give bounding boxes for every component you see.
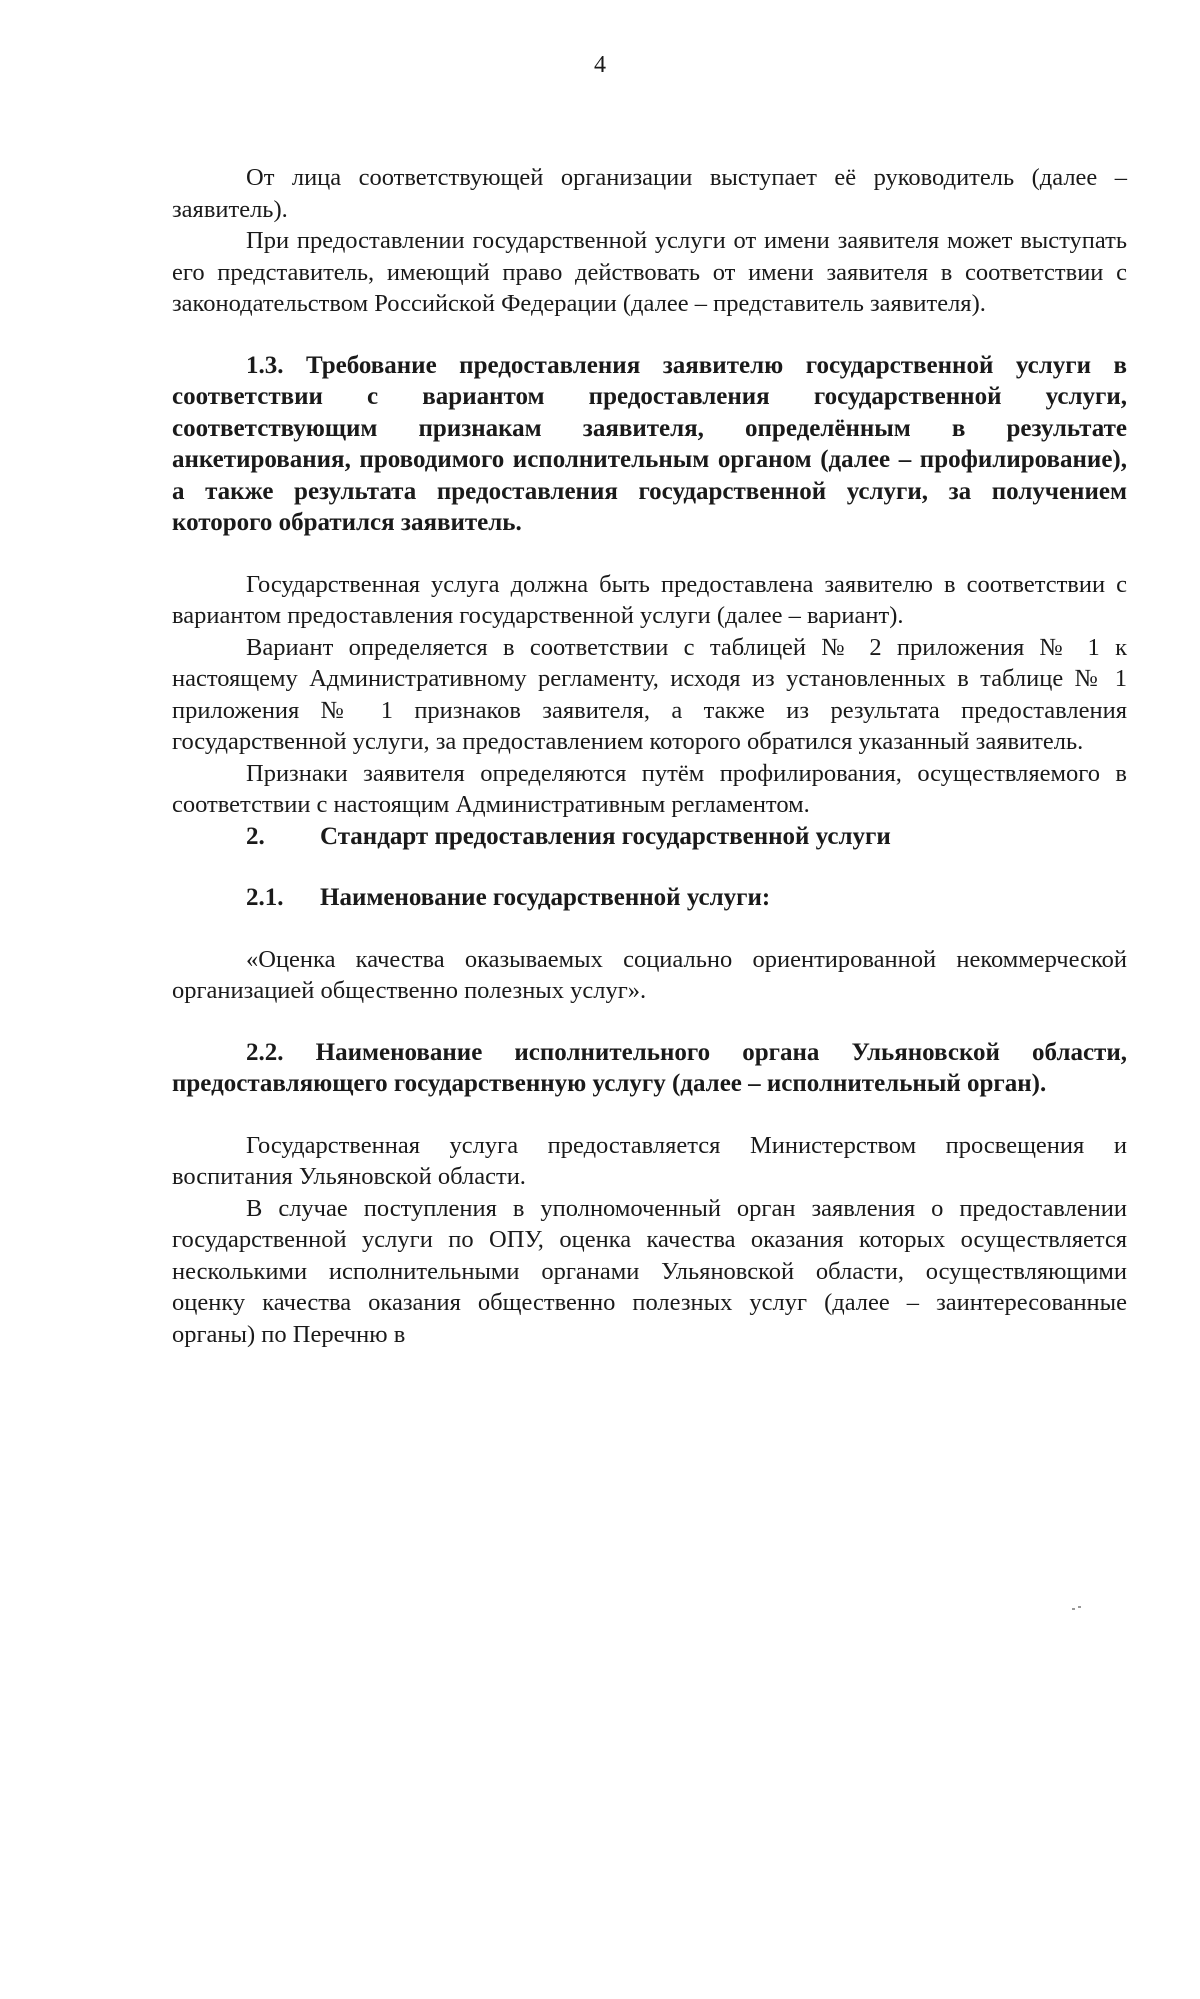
paragraph-applicant-head: От лица соответствующей организации выступает её руководитель (далее – заявитель).	[172, 164, 1127, 223]
paragraph-service-name: «Оценка качества оказываемых социально ориентированной некоммерческой организацией общественно полезных услуг».	[172, 945, 1127, 1004]
paragraph-service-variant: Государственная услуга должна быть предоставлена заявителю в соответствии с вариантом предоставления государственной услуги (далее – вариант).	[172, 570, 1127, 629]
spacer	[172, 1100, 1127, 1130]
document-body	[172, 162, 1127, 1350]
section-2-1-heading	[172, 882, 1127, 914]
section-2-2-heading: 2.2. Наименование исполнительного органа Ульяновской области, предоставляющего государственную услугу (далее – исполнительный орган).	[172, 1038, 1127, 1097]
paragraph-variant-definition: Вариант определяется в соответствии с таблицей № 2 приложения № 1 к настоящему Административному регламенту, исходя из установленных в таблице № 1 приложения № 1 признаков заявителя, а также из результата предоставления государственной услуги, за предоставлением которого обратился указанный заявитель.	[172, 633, 1127, 755]
section-2-heading	[172, 821, 1127, 853]
scan-speck	[1072, 1608, 1075, 1610]
paragraph-multiple-authorities: В случае поступления в уполномоченный орган заявления о предоставлении государственной услуги по ОПУ, оценка качества оказания которых осуществляется несколькими исполнительными органами Ульяновской области, осуществляющими оценку качества оказания общественно полезных услуг (далее – заинтересованные органы) по Перечню в	[172, 1194, 1127, 1348]
section-2-1-title: Наименование государственной услуги:	[320, 884, 771, 911]
section-2-title: Стандарт предоставления государственной услуги	[320, 822, 891, 850]
spacer	[172, 320, 1127, 350]
spacer	[172, 539, 1127, 569]
scan-speck	[1078, 1606, 1081, 1608]
page-number: 4	[594, 52, 606, 78]
spacer	[172, 1007, 1127, 1037]
section-2-1-number: 2.1.	[246, 884, 284, 911]
spacer	[172, 914, 1127, 944]
section-2-number: 2.	[246, 822, 265, 850]
spacer	[172, 852, 1127, 882]
paragraph-applicant-features: Признаки заявителя определяются путём профилирования, осуществляемого в соответствии с настоящим Административным регламентом.	[172, 759, 1127, 818]
section-1-3-heading: 1.3. Требование предоставления заявителю государственной услуги в соответствии с вариантом предоставления государственной услуги, соответствующим признакам заявителя, определённым в результате анкетирования, проводимого исполнительным органом (далее – профилирование), а также результата предоставления государственной услуги, за получением которого обратился заявитель.	[172, 351, 1127, 536]
paragraph-applicant-representative: При предоставлении государственной услуги от имени заявителя может выступать его представитель, имеющий право действовать от имени заявителя в соответствии с законодательством Российской Федерации (далее – представитель заявителя).	[172, 227, 1127, 317]
paragraph-ministry: Государственная услуга предоставляется Министерством просвещения и воспитания Ульяновской области.	[172, 1131, 1127, 1190]
